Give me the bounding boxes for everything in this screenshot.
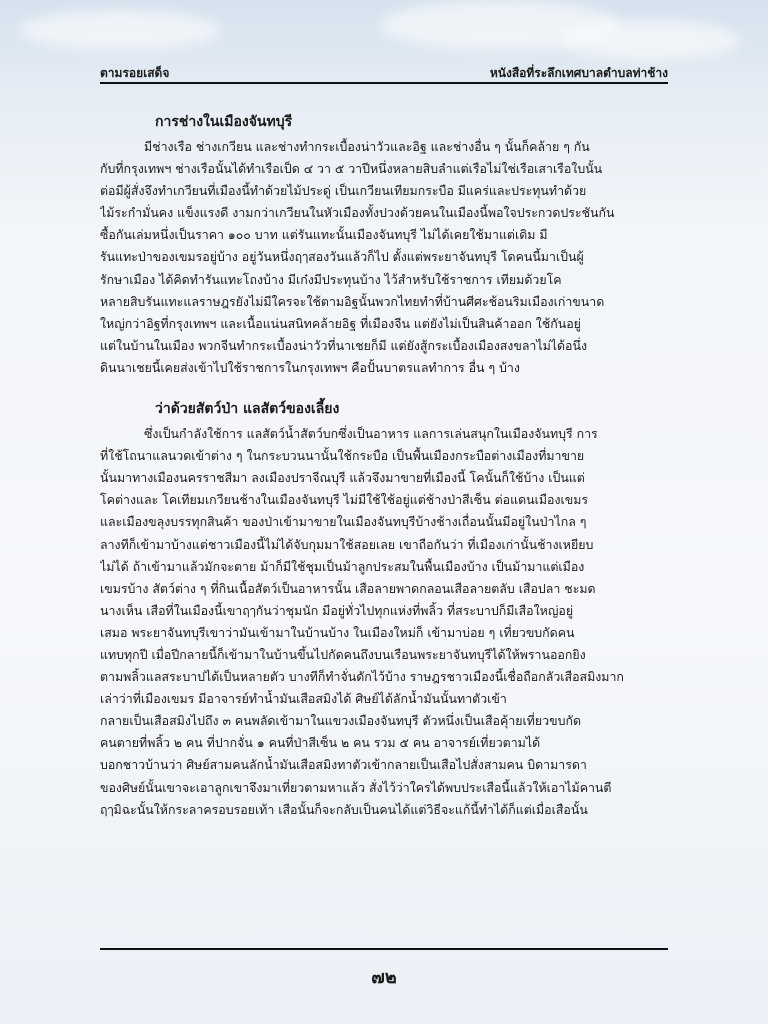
footer-rule: [100, 948, 668, 950]
paragraph-line: ซื้อกันเล่มหนึ่งเป็นราคา ๑๐๐ บาท แต่รันแทะนั้นเมืองจันทบุรี ไม่ได้เคยใช้มาแต่เดิม มี: [100, 227, 548, 243]
paragraph-line: ตามพลิ้วแลสระบาปได้เป็นหลายตัว บางทีก็ทำจั่นดักไว้บ้าง ราษฎรชาวเมืองนี้เชื่อถือกลัวเสือสมิงมาก: [100, 669, 624, 685]
section-animals: [100, 399, 668, 821]
paragraph-line: บอกชาวบ้านว่า ศิษย์สามคนลักน้ำมันเสือสมิงทาตัวเข้ากลายเป็นเสือไปสั่งสามคน บิดามารดา: [100, 757, 587, 773]
paragraph-line: ไม้ระกำมั่นคง แข็งแรงดี งามกว่าเกวียนในหัวเมืองทั้งปวงด้วยคนในเมืองนี้พอใจประกวดประชันกัน: [100, 205, 615, 221]
running-header-left: ตามรอยเสด็จ: [100, 66, 170, 80]
paragraph-line: ไม่ได้ ถ้าเข้ามาแล้วมักจะตาย ม้าก็มีใช้ชุมเป็นม้าลูกประสมในพื้นเมืองบ้าง เป็นม้ามาแต่เมือง: [100, 558, 585, 574]
paragraph-line: และเมืองขลุงบรรทุกสินค้า ของป่าเข้ามาขายในเมืองจันทบุรีบ้างช้างเถื่อนนั้นมีอยู่ในป่าไกล ๆ: [100, 514, 587, 530]
paragraph-line: ดินนาเชยนี้เคยส่งเข้าไปใช้ราชการในกรุงเทพฯ คือปั้นบาตรแลทำการ อื่น ๆ บ้าง: [100, 359, 520, 375]
paragraph-line: ต่อมีผู้สั่งจึงทำเกวียนที่เมืองนี้ทำด้วยไม้ประดู่ เป็นเกวียนเทียมกระบือ มีแคร่และประทุนทำด้วย: [100, 183, 587, 199]
cloud-decoration: [20, 10, 220, 50]
section-craftsmen: [100, 112, 668, 379]
section-title: ว่าด้วยสัตว์ป่า แลสัตว์ของเลี้ยง: [155, 401, 340, 418]
paragraph-line: ซึ่งเป็นกำลังใช้การ แลสัตว์น้ำสัตว์บกซึ่งเป็นอาหาร แลการเล่นสนุกในเมืองจันทบุรี การ: [144, 426, 598, 442]
paragraph-line: เขมรบ้าง สัตว์ต่าง ๆ ที่กินเนื้อสัตว์เป็นอาหารนั้น เสือลายพาดกลอนเสือลายตลับ เสือปลา ชะมด: [100, 580, 596, 596]
paragraph-line: แต่ในบ้านในเมือง พวกจีนทำกระเบื้องน่าวัวที่นาเชยก็มี แต่ยังสู้กระเบื้องเมืองสงขลาไม่ได้อนึ่ง: [100, 337, 588, 353]
paragraph-line: ที่ใช้โถนาแลนวดเข้าต่าง ๆ ในกระบวนนานั้นใช้กระบือ เป็นพื้นเมืองกระบือต่างเมืองที่มาขาย: [100, 448, 585, 464]
cloud-decoration: [560, 20, 740, 60]
section-paragraph: [100, 423, 668, 821]
paragraph-line: แทบทุกปี เมื่อปีกลายนี้ก็เข้ามาในบ้านขึ้นไปกัดคนถึงบนเรือนพระยาจันทบุรีได้ให้พรานออกยิง: [100, 646, 586, 662]
paragraph-line: เล่าว่าที่เมืองเขมร มีอาจารย์ทำน้ำมันเสือสมิงได้ ศิษย์ได้ลักน้ำมันนั้นทาตัวเข้า: [100, 691, 507, 707]
section-gap: [100, 379, 668, 399]
paragraph-line: รันแทะป่าของเขมรอยู่บ้าง อยู่วันหนึ่งฤๅสองวันแล้วก็ไป ตั้งแต่พระยาจันทบุรี โดคนนี้มาเป็นผู้: [100, 249, 584, 265]
paragraph-line: ลางทีก็เข้ามาบ้างแต่ชาวเมืองนี้ไม่ได้จับกุมมาใช้สอยเลย เขาถือกันว่า ที่เมืองเก่านั้นช้างเหยียบ: [100, 536, 594, 552]
section-title: การช่างในเมืองจันทบุรี: [155, 114, 293, 130]
paragraph-line: รักษาเมือง ได้คิดทำรันแทะโถงบ้าง มีเก๋งมีประทุนบ้าง ไว้สำหรับใช้ราชการ เทียมด้วยโค: [100, 271, 562, 287]
paragraph-line: มีช่างเรือ ช่างเกวียน และช่างทำกระเบื้องน่าวัวและอิฐ และช่างอื่น ๆ นั้นก็คล้าย ๆ กัน: [144, 139, 590, 154]
section-paragraph: [100, 136, 668, 379]
page-body: [100, 112, 668, 821]
paragraph-line: นางเห็น เสือที่ในเมืองนี้เขาฤๅกันว่าชุมนัก มีอยู่ทั่วไปทุกแห่งที่พลิ้ว ที่สระบาปก็มีเสือใหญ่อยู่: [100, 602, 574, 618]
paragraph-line: โคต่างและ โคเทียมเกวียนช้างในเมืองจันทบุรี ไม่มีใช้ใช้อยู่แต่ช้างป่าสีเซ็น ต่อแดนเมืองเขมร: [100, 492, 589, 508]
running-header-right: หนังสือที่ระลึกเทศบาลตำบลท่าช้าง: [489, 66, 668, 80]
paragraph-line: คนตายที่พลิ้ว ๒ คน ที่ปากจั่น ๑ คนที่ป่าสีเซ็น ๒ คน รวม ๕ คน อาจารย์เที่ยวตามได้: [100, 735, 541, 751]
paragraph-line: เสมอ พระยาจันทบุรีเขาว่ามันเข้ามาในบ้านบ้าง ในเมืองใหม่ก็ เข้ามาบ่อย ๆ เที่ยวขบกัดคน: [100, 624, 575, 640]
paragraph-line: กลายเป็นเสือสมิงไปถึง ๓ คนพลัดเข้ามาในแขวงเมืองจันทบุรี ตัวหนึ่งเป็นเสือคุ้ายเที่ยวขบกัด: [100, 713, 582, 729]
header-rule: [100, 82, 668, 84]
paragraph-line: ของศิษย์นั้นเขาจะเอาลูกเขาจึงมาเที่ยวตามหาแล้ว สั่งไว้ว่าใครได้พบประเสือนี้แล้วให้เอาไม้คานตี: [100, 779, 612, 795]
paragraph-line: นั้นมาทางเมืองนครราชสีมา ลงเมืองปราจีณบุรี แล้วจึงมาขายที่เมืองนี้ โคนั้นก็ใช้บ้าง เป็นแต่: [100, 470, 585, 486]
paragraph-line: หลายสิบรันแทะแลราษฎรยังไม่มีใครจะใช้ตามอิฐนั้นพวกไทยทำที่บ้านศีศะช้อนริมเมืองเก่าขนาด: [100, 293, 605, 309]
page-number: ๗๒: [371, 967, 397, 988]
paragraph-line: ฤๅมิฉะนั้นให้กระลาครอบรอยเท้า เสือนั้นก็จะกลับเป็นคนได้แต่วิธีจะแก้นี้ทำได้ก็แต่เมื่อเสือนั้น: [100, 801, 588, 817]
paragraph-line: ใหญ่กว่าอิฐที่กรุงเทพฯ และเนื้อแน่นสนิทคล้ายอิฐ ที่เมืองจีน แต่ยังไม่เป็นสินค้าออก ใช้กันอยู่: [100, 315, 581, 331]
paragraph-line: กับที่กรุงเทพฯ ช่างเรือนั้นได้ทำเรือเป็ด ๔ วา ๕ วาปีหนึ่งหลายสิบลำแต่เรือไม่ใช่เรือเสาเรือใบนั้น: [100, 161, 603, 177]
